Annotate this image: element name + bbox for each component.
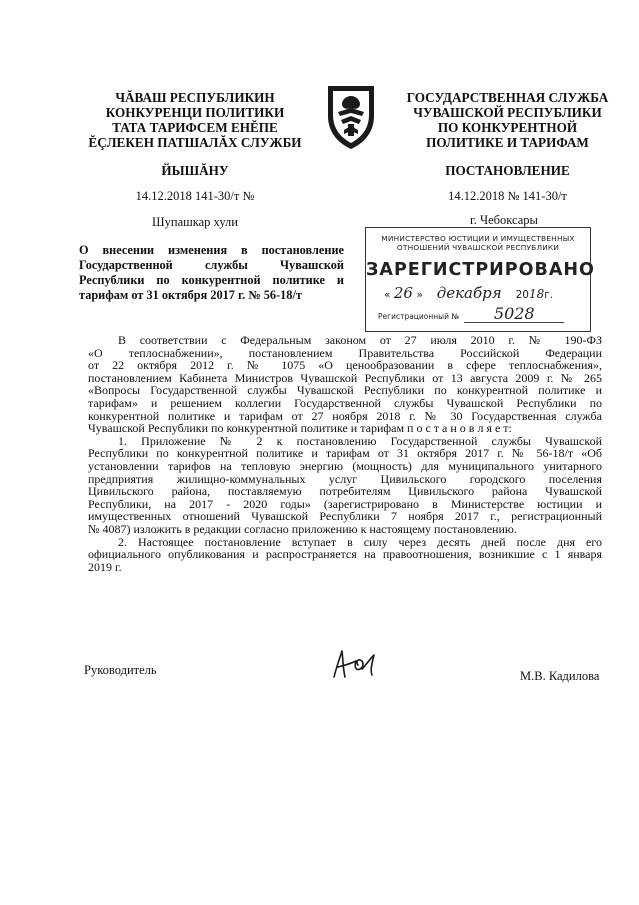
right-header-line: ПО КОНКУРЕНТНОЙ bbox=[437, 120, 578, 135]
left-header-line: КОНКУРЕНЦИ ПОЛИТИКИ bbox=[105, 105, 285, 120]
body-line: конкурентной политике и тарифам от 27 ноября 2018 г. № 30 Государственная служба bbox=[88, 408, 602, 423]
left-doc-type: ЙЫШĂНУ bbox=[161, 163, 229, 178]
body-line: установлении тарифов на тепловую энергию (мощность) для муниципального унитарного bbox=[88, 458, 602, 473]
body-line: 2. Настоящее постановление вступает в силу через десять дней после дня его bbox=[118, 534, 602, 549]
left-header-line: ТАТА ТАРИФСЕМ ЕНĔПЕ bbox=[112, 120, 278, 135]
body-line: постановлением Кабинета Министров Чувашской Республики от 13 августа 2009 г. № 265 bbox=[88, 370, 602, 385]
right-doc-type: ПОСТАНОВЛЕНИЕ bbox=[445, 163, 570, 178]
body-line: 1. Приложение № 2 к постановлению Государственной службы Чувашской bbox=[118, 433, 602, 448]
stamp-day: 26 bbox=[393, 284, 413, 302]
right-city: г. Чебоксары bbox=[470, 213, 538, 227]
right-header-line: ГОСУДАРСТВЕННАЯ СЛУЖБА bbox=[406, 90, 609, 105]
stamp-date-open: « bbox=[384, 289, 391, 301]
stamp-date bbox=[366, 284, 590, 302]
stamp-ministry-line: МИНИСТЕРСТВО ЮСТИЦИИ И ИМУЩЕСТВЕННЫХ bbox=[381, 234, 575, 243]
item-1 bbox=[88, 435, 602, 536]
document-body bbox=[88, 334, 602, 573]
stamp-month: декабря bbox=[436, 284, 502, 302]
left-city: Шупашкар хули bbox=[152, 215, 238, 229]
document-title bbox=[79, 243, 344, 303]
registration-stamp bbox=[365, 227, 595, 332]
preamble bbox=[88, 334, 602, 435]
body-line: Республики по конкурентной политике и тарифам от 31 октября 2017 г. № 56-18/т «Об bbox=[88, 446, 602, 461]
title-line: Республики по конкурентной политике и bbox=[79, 273, 344, 287]
body-line: № 4087) изложить в редакции согласно приложению к настоящему постановлению. bbox=[88, 521, 517, 536]
signatory-position: Руководитель bbox=[84, 663, 157, 677]
body-line: Цивильского района, поставляемую потребителям Цивильского района Чувашской bbox=[88, 484, 602, 499]
body-line: тарифам» и решением коллегии Государственной службы Чувашской Республики по bbox=[88, 395, 602, 410]
signatory-name: М.В. Кадилова bbox=[520, 669, 600, 683]
right-header-line: ПОЛИТИКЕ И ТАРИФАМ bbox=[426, 135, 589, 150]
body-line: Чувашской Республики по конкурентной политике и тарифам п о с т а н о в л я е т: bbox=[88, 421, 512, 436]
title-line: Государственной службы Чувашской bbox=[79, 258, 344, 272]
title-line: тарифам от 31 октября 2017 г. № 56-18/т bbox=[79, 288, 302, 302]
stamp-year-prefix: 20 bbox=[515, 289, 529, 301]
item-2 bbox=[88, 536, 602, 574]
body-line: «О теплоснабжении», постановлением Правительства Российской Федерации bbox=[88, 345, 602, 360]
stamp-registered: ЗАРЕГИСТРИРОВАНО bbox=[366, 260, 595, 280]
body-line: В соответствии с Федеральным законом от 27 июля 2010 г. № 190-ФЗ bbox=[118, 333, 602, 347]
stamp-ministry-line: ОТНОШЕНИЙ ЧУВАШСКОЙ РЕСПУБЛИКИ bbox=[396, 243, 560, 252]
left-header-line: ĔÇЛЕКЕН ПАТШАЛĂХ СЛУЖБИ bbox=[88, 135, 302, 150]
stamp-reg-label: Регистрационный № bbox=[378, 312, 460, 321]
stamp-reg-line bbox=[366, 304, 590, 323]
coat-of-arms-icon bbox=[324, 82, 378, 152]
left-date: 14.12.2018 141-30/т № bbox=[135, 189, 255, 203]
handwritten-signature bbox=[326, 647, 384, 683]
stamp-year: 18 bbox=[528, 287, 545, 301]
title-line: О внесении изменения в постановление bbox=[79, 243, 344, 257]
right-header-line: ЧУВАШСКОЙ РЕСПУБЛИКИ bbox=[413, 105, 602, 120]
stamp-reg-number: 5028 bbox=[464, 306, 564, 323]
stamp-date-mid: » bbox=[416, 289, 423, 301]
body-line: «Вопросы Государственной службы Чувашской Республики по конкурентной политике и bbox=[88, 383, 602, 398]
left-header bbox=[70, 90, 320, 150]
body-line: 2019 г. bbox=[88, 559, 122, 574]
body-line: официального опубликования и распространяется на правоотношения, возникшие с 1 января bbox=[88, 547, 602, 562]
right-date: 14.12.2018 № 141-30/т bbox=[448, 189, 567, 203]
body-line: Республики, на 2017 - 2020 годы» (зарегистрировано в Министерстве юстиции и bbox=[88, 496, 602, 511]
right-header bbox=[385, 90, 630, 150]
body-line: от 22 октября 2012 г. № 1075 «О ценообразовании в сфере теплоснабжения», bbox=[88, 358, 602, 373]
stamp-year-suffix: г. bbox=[544, 289, 554, 301]
left-header-line: ЧĂВАШ РЕСПУБЛИКИН bbox=[115, 90, 275, 105]
body-line: имущественных отношений Чувашской Республики 7 ноября 2017 г., регистрационный bbox=[88, 509, 602, 524]
body-line: предприятия жилищно-коммунальных услуг Цивильского городского поселения bbox=[88, 471, 602, 486]
